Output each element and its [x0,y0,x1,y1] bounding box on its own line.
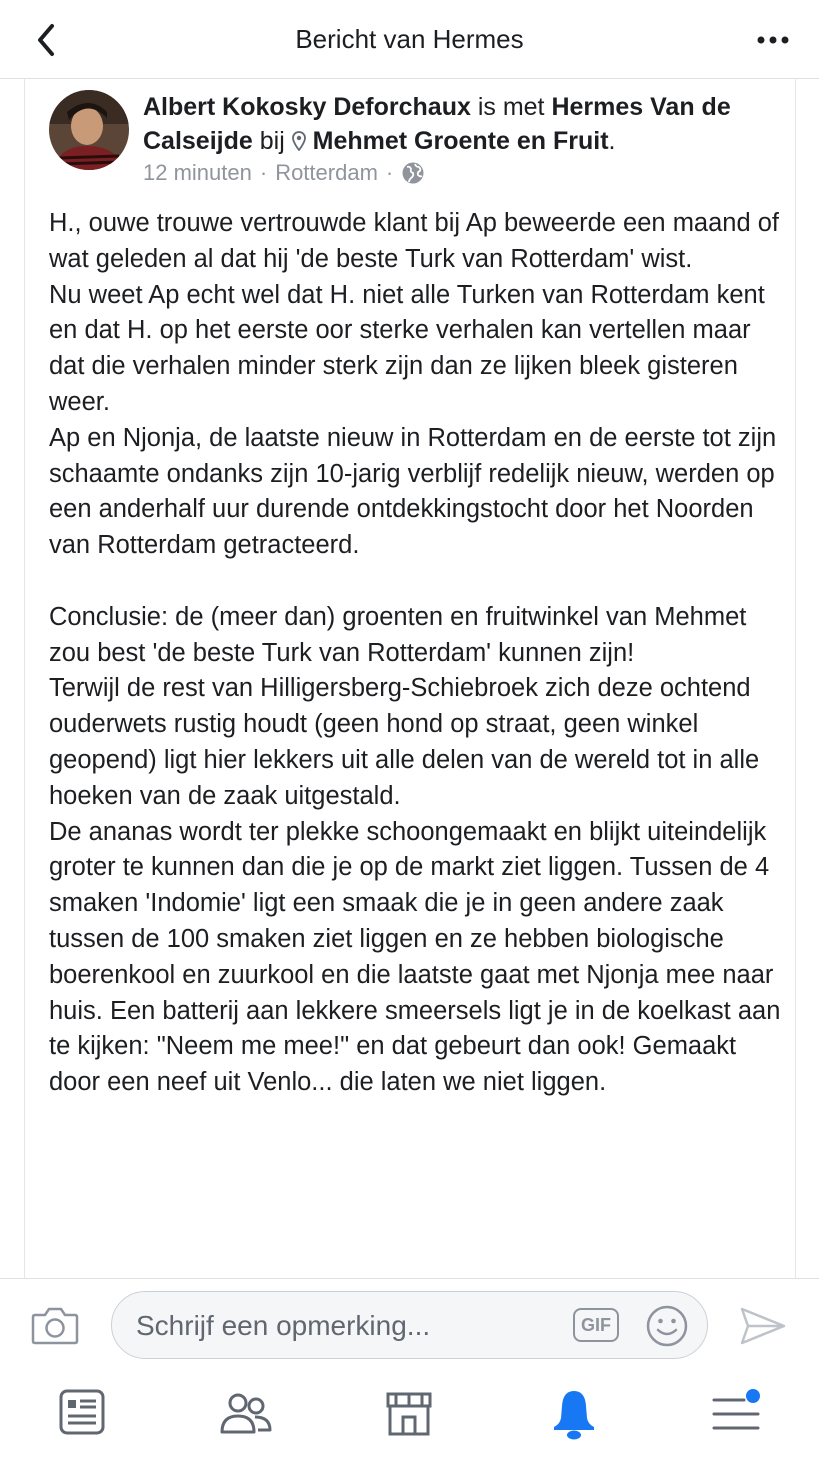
gif-button[interactable]: GIF [573,1308,619,1342]
author-name[interactable]: Albert Kokosky Deforchaux [143,93,471,121]
tab-marketplace[interactable] [381,1386,437,1442]
header-period: . [608,127,616,155]
page-title: Bericht van Hermes [295,24,524,54]
post-header-line [143,90,783,158]
more-options-button[interactable] [751,22,795,58]
comment-box [111,1291,708,1359]
post-paragraph: H., ouwe trouwe vertrouwde klant bij Ap beweerde een maand of wat geleden al dat hij 'de beste Turk van Rotterdam' wist. [49,209,780,273]
post-meta [143,160,425,186]
paragraph-gap [49,564,789,600]
bottom-tab-bar [0,1368,819,1457]
smiley-icon [645,1304,689,1348]
send-button[interactable] [738,1303,788,1349]
post-time[interactable]: 12 minuten [143,160,252,185]
meta-separator: · [259,160,268,185]
location-name[interactable]: Mehmet Groente en Fruit [312,127,609,155]
tab-friends[interactable] [218,1386,274,1442]
tab-news-feed[interactable] [55,1386,111,1442]
send-arrow-icon [738,1303,788,1349]
location-pin-icon [292,131,306,151]
friends-icon [218,1386,274,1442]
meta-separator: · [385,160,394,185]
post-paragraph: Terwijl de rest van Hilligersberg-Schiebroek zich deze ochtend ouderwets rustig houdt (geen hond op straat, geen winkel geopend) ligt hier lekkers uit alle delen van de wereld tot in alle hoeken van de zaak uitgestald. [49,674,760,810]
menu-icon [708,1386,764,1442]
news-feed-icon [55,1386,111,1442]
post-paragraph: De ananas wordt ter plekke schoongemaakt en blijkt uiteindelijk groter te kunnen dan die je op de markt ziet liggen. Tussen de 4 smaken 'Indomie' ligt een smaak die je in geen andere zaak tussen de 100 smaken ziet liggen en ze hebben biologische boerenkool en zuurkool en die laatste gaat met Njonja mee naar huis. Een batterij aan lekkere smeersels ligt je in de koelkast aan te kijken: "Neem me mee!" en dat gebeurt dan ook! Gemaakt door een neef uit Venlo... die laten we niet liggen. [49,817,781,1097]
tagged-friend[interactable]: Hermes Van de Calseijde [143,93,731,155]
comment-bar [0,1278,819,1370]
camera-icon [30,1303,80,1347]
tab-notifications[interactable] [546,1386,602,1442]
globe-icon [401,161,425,185]
emoji-button[interactable] [645,1304,689,1348]
tab-menu[interactable] [708,1386,764,1442]
post-paragraph: Ap en Njonja, de laatste nieuw in Rotterdam en de eerste tot zijn schaamte ondanks zijn 10-jarig verblijf redelijk nieuw, werden op een anderhalf uur durende ontdekkingstocht door het Noorden van Rotterdam getracteerd. [49,423,777,560]
at-text: bij [259,127,285,155]
author-avatar[interactable] [49,90,129,170]
notifications-icon [546,1386,602,1442]
post-paragraph: Nu weet Ap echt wel dat H. niet alle Turken van Rotterdam kent en dat H. op het eerste oor sterke verhalen kan vertellen maar dat die verhalen minder sterk zijn dan ze lijken bleek gisteren weer. [49,280,765,416]
camera-button[interactable] [30,1303,80,1347]
marketplace-icon [381,1386,437,1442]
post-card [24,78,796,1278]
avatar-photo [49,90,129,170]
header-bar [0,0,819,79]
with-text: is met [477,93,545,121]
post-paragraph: Conclusie: de (meer dan) groenten en fruitwinkel van Mehmet zou best 'de beste Turk van Rotterdam' kunnen zijn! [49,602,747,667]
post-body [49,206,789,1101]
more-dots-icon [751,22,795,58]
comment-input[interactable] [134,1306,558,1346]
post-place[interactable]: Rotterdam [275,160,378,185]
